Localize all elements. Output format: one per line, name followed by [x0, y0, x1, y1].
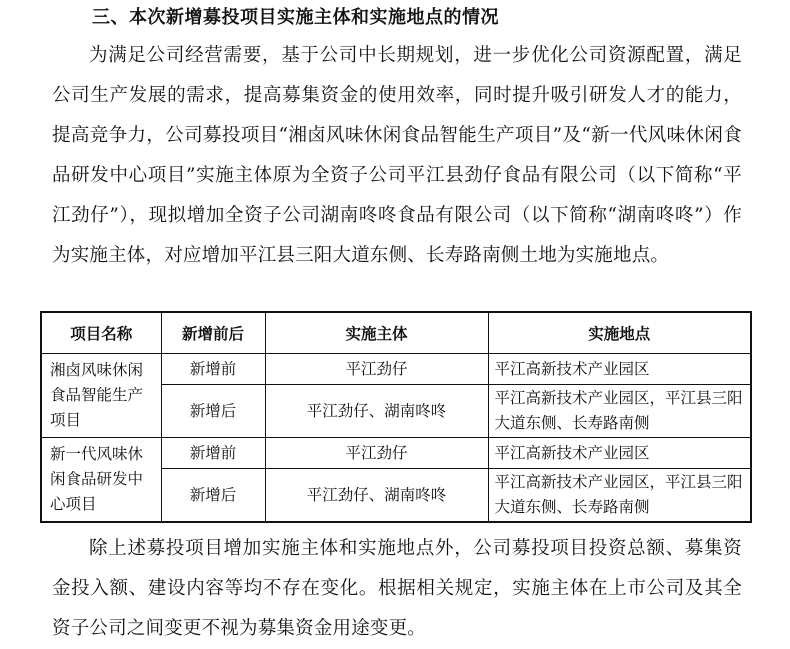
table-row: [41, 354, 751, 385]
closing-paragraph: 除上述募投项目增加实施主体和实施地点外，公司募投项目投资总额、募集资金投入额、建设内容等均不存在变化。根据相关规定，实施主体在上市公司及其全资子公司之间变更不视为募集资金用途变更。: [52, 538, 742, 639]
table-header-row: [41, 312, 751, 354]
location-cell: 平江高新技术产业园区: [488, 438, 751, 469]
header-project-name: 项目名称: [41, 312, 161, 354]
section-heading: 三、本次新增募投项目实施主体和实施地点的情况: [92, 7, 499, 28]
entity-cell: 平江劲仔、湖南咚咚: [265, 385, 488, 438]
stage-cell: 新增前: [161, 354, 265, 385]
header-entity: 实施主体: [265, 312, 488, 354]
project-name-cell: 湘卤风味休闲食品智能生产项目: [41, 354, 161, 438]
entity-cell: 平江劲仔、湖南咚咚: [265, 469, 488, 523]
table-row: [41, 438, 751, 469]
stage-cell: 新增前: [161, 438, 265, 469]
stage-cell: 新增后: [161, 385, 265, 438]
stage-cell: 新增后: [161, 469, 265, 523]
location-cell: 平江高新技术产业园区，平江县三阳大道东侧、长寿路南侧: [488, 385, 751, 438]
intro-paragraph: 为满足公司经营需要，基于公司中长期规划，进一步优化公司资源配置，满足公司生产发展的需求，提高募集资金的使用效率，同时提升吸引研发人才的能力，提高竞争力，公司募投项目“湘卤风味休闲食品智能生产项目”及“新一代风味休闲食品研发中心项目”实施主体原为全资子公司平江县劲仔食品有限公司（以下简称“平江劲仔”），现拟增加全资子公司湖南咚咚食品有限公司（以下简称“湖南咚咚”）作为实施主体，对应增加平江县三阳大道东侧、长寿路南侧土地为实施地点。: [52, 45, 742, 266]
header-location: 实施地点: [488, 312, 751, 354]
implementation-table: [40, 311, 752, 523]
location-cell: 平江高新技术产业园区，平江县三阳大道东侧、长寿路南侧: [488, 469, 751, 523]
entity-cell: 平江劲仔: [265, 354, 488, 385]
location-cell: 平江高新技术产业园区: [488, 354, 751, 385]
entity-cell: 平江劲仔: [265, 438, 488, 469]
project-name-cell: 新一代风味休闲食品研发中心项目: [41, 438, 161, 523]
header-stage: 新增前后: [161, 312, 265, 354]
